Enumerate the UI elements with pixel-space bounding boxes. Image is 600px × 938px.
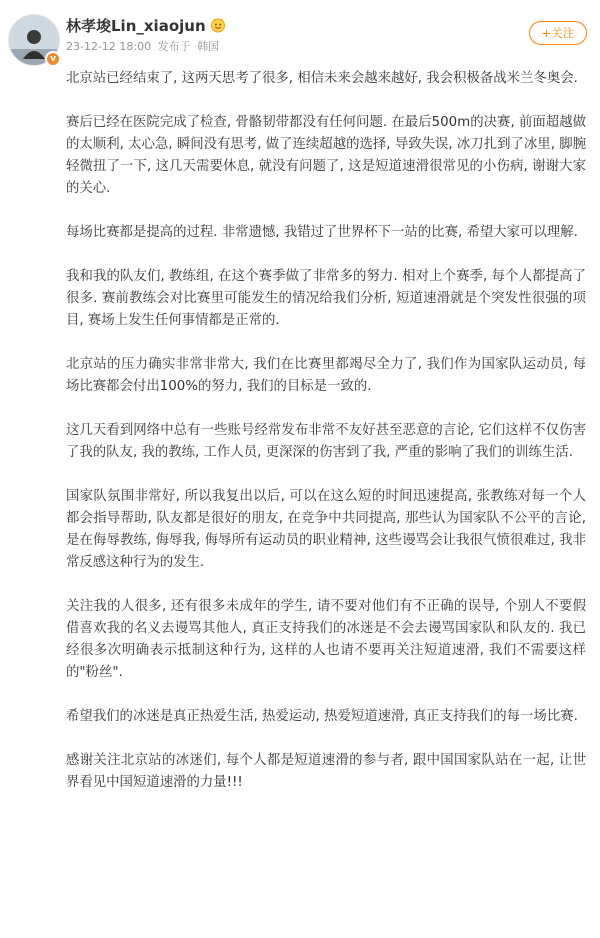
post-content bbox=[66, 68, 586, 794]
published-from-label: 发布于 bbox=[157, 40, 191, 53]
post-location: 韩国 bbox=[197, 40, 220, 53]
paragraph: 关注我的人很多, 还有很多未成年的学生, 请不要对他们有不正确的误导, 个别人不要假借喜欢我的名义去谩骂其他人, 真正支持我们的冰迷是不会去谩骂国家队和队友的. 我已经很多次明确表示抵制这种行为, 这样的人也请不要再关注短道速滑, 我们不需要这样的"粉丝". bbox=[66, 599, 586, 680]
paragraph: 北京站已经结束了, 这两天思考了很多, 相信未来会越来越好, 我会积极备战米兰冬奥会. bbox=[66, 71, 578, 86]
verified-badge-icon: v bbox=[45, 51, 61, 67]
follow-button[interactable]: +关注 bbox=[529, 21, 587, 45]
paragraph: 北京站的压力确实非常非常大, 我们在比赛里都竭尽全力了, 我们作为国家队运动员, 每场比赛都会付出100%的努力, 我们的目标是一致的. bbox=[66, 357, 586, 394]
user-level-icon[interactable] bbox=[210, 17, 226, 33]
paragraph: 感谢关注北京站的冰迷们, 每个人都是短道速滑的参与者, 跟中国国家队站在一起, 让世界看见中国短道速滑的力量!!! bbox=[66, 753, 586, 790]
paragraph: 赛后已经在医院完成了检查, 骨骼韧带都没有任何问题. 在最后500m的决赛, 前面超越做的太顺利, 太心急, 瞬间没有思考, 做了连续超越的选择, 导致失误, 冰刀扎到了冰里, 脚腕轻微扭了一下, 这几天需要休息, 就没有问题了, 这是短道速滑很常见的小伤病, 谢谢大家的关心. bbox=[66, 115, 586, 196]
author-name[interactable]: 林孝埈Lin_xiaojun bbox=[66, 16, 206, 35]
paragraph: 国家队氛围非常好, 所以我复出以后, 可以在这么短的时间迅速提高, 张教练对每一个人都会指导帮助, 队友都是很好的朋友, 在竞争中共同提高, 那些认为国家队不公平的言论, 是在侮辱教练, 侮辱我, 侮辱所有运动员的职业精神, 这些谩骂会让我很气愤很难过, 我非常反感这种行为的发生. bbox=[66, 489, 586, 570]
post-time[interactable]: 23-12-12 18:00 bbox=[66, 40, 152, 53]
paragraph: 希望我们的冰迷是真正热爱生活, 热爱运动, 热爱短道速滑, 真正支持我们的每一场比赛. bbox=[66, 709, 578, 724]
username-row bbox=[66, 14, 226, 36]
post-meta bbox=[66, 38, 226, 54]
avatar-container[interactable] bbox=[8, 14, 60, 66]
paragraph: 这几天看到网络中总有一些账号经常发布非常不友好甚至恶意的言论, 它们这样不仅伤害了我的队友, 我的教练, 工作人员, 更深深的伤害到了我, 严重的影响了我们的训练生活. bbox=[66, 423, 586, 460]
paragraph: 每场比赛都是提高的过程. 非常遗憾, 我错过了世界杯下一站的比赛, 希望大家可以理解. bbox=[66, 225, 578, 240]
paragraph: 我和我的队友们, 教练组, 在这个赛季做了非常多的努力. 相对上个赛季, 每个人都提高了很多. 赛前教练会对比赛里可能发生的情况给我们分析, 短道速滑就是个突发性很强的项目, 赛场上发生任何事情都是正常的. bbox=[66, 269, 586, 328]
post-header bbox=[66, 14, 226, 54]
